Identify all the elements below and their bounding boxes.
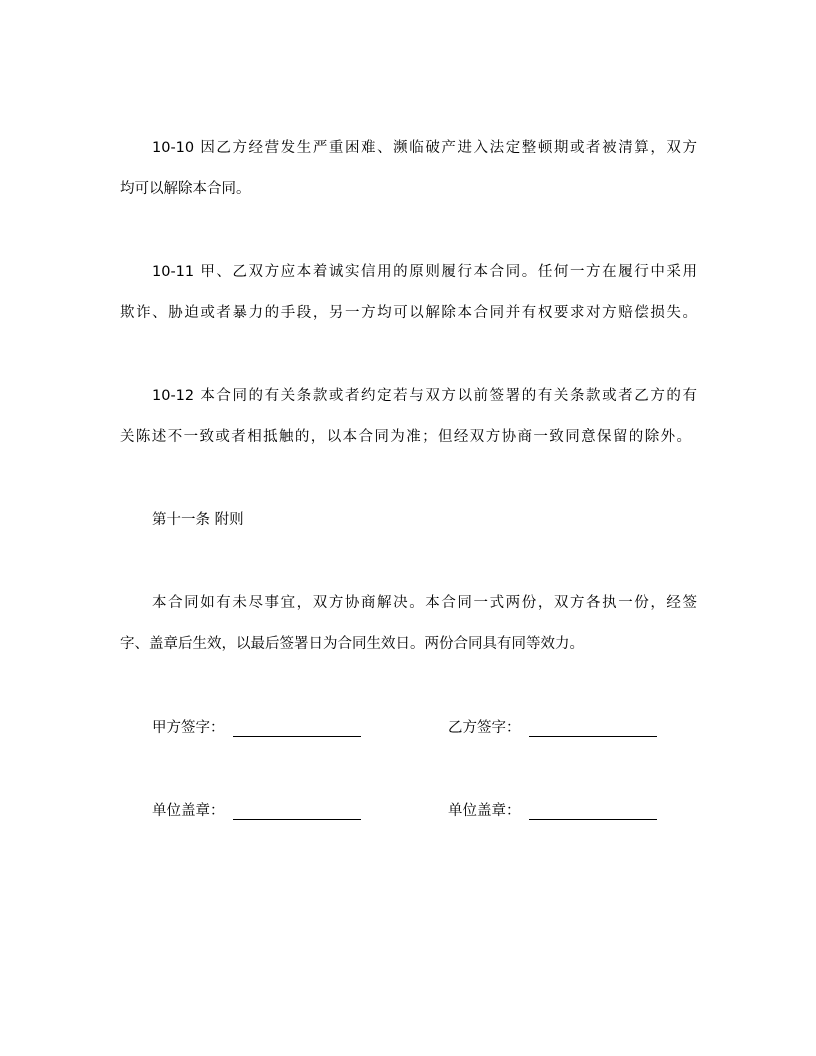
clause-10-10-line-2: 均可以解除本合同。 [120, 181, 251, 197]
article-heading: 第十一条 附则 [152, 512, 244, 528]
clause-10-12-line-2: 关陈述不一致或者相抵触的，以本合同为准；但经双方协商一致同意保留的除外。 [120, 429, 691, 445]
party-a-seal-line[interactable] [233, 819, 361, 820]
closing-line-2: 字、盖章后生效，以最后签署日为合同生效日。两份合同具有同等效力。 [120, 636, 584, 652]
clause-10-12-line-1: 10-12 本合同的有关条款或者约定若与双方以前签署的有关条款或者乙方的有 [152, 388, 697, 404]
closing-line-1: 本合同如有未尽事宜，双方协商解决。本合同一式两份，双方各执一份，经签 [152, 595, 697, 611]
clause-10-11-line-2: 欺诈、胁迫或者暴力的手段，另一方均可以解除本合同并有权要求对方赔偿损失。 [120, 305, 697, 321]
party-a-sign-line[interactable] [233, 736, 361, 737]
clause-10-10-line-1: 10-10 因乙方经营发生严重困难、濒临破产进入法定整顿期或者被清算，双方 [152, 140, 697, 156]
party-b-sign-line[interactable] [529, 736, 657, 737]
party-a-sign-label: 甲方签字： [152, 720, 225, 736]
clause-10-11-line-1: 10-11 甲、乙双方应本着诚实信用的原则履行本合同。任何一方在履行中采用 [152, 264, 697, 280]
party-b-seal-label: 单位盖章： [448, 803, 521, 819]
party-b-sign-label: 乙方签字： [448, 720, 521, 736]
party-b-seal-line[interactable] [529, 819, 657, 820]
party-a-seal-label: 单位盖章： [152, 803, 225, 819]
